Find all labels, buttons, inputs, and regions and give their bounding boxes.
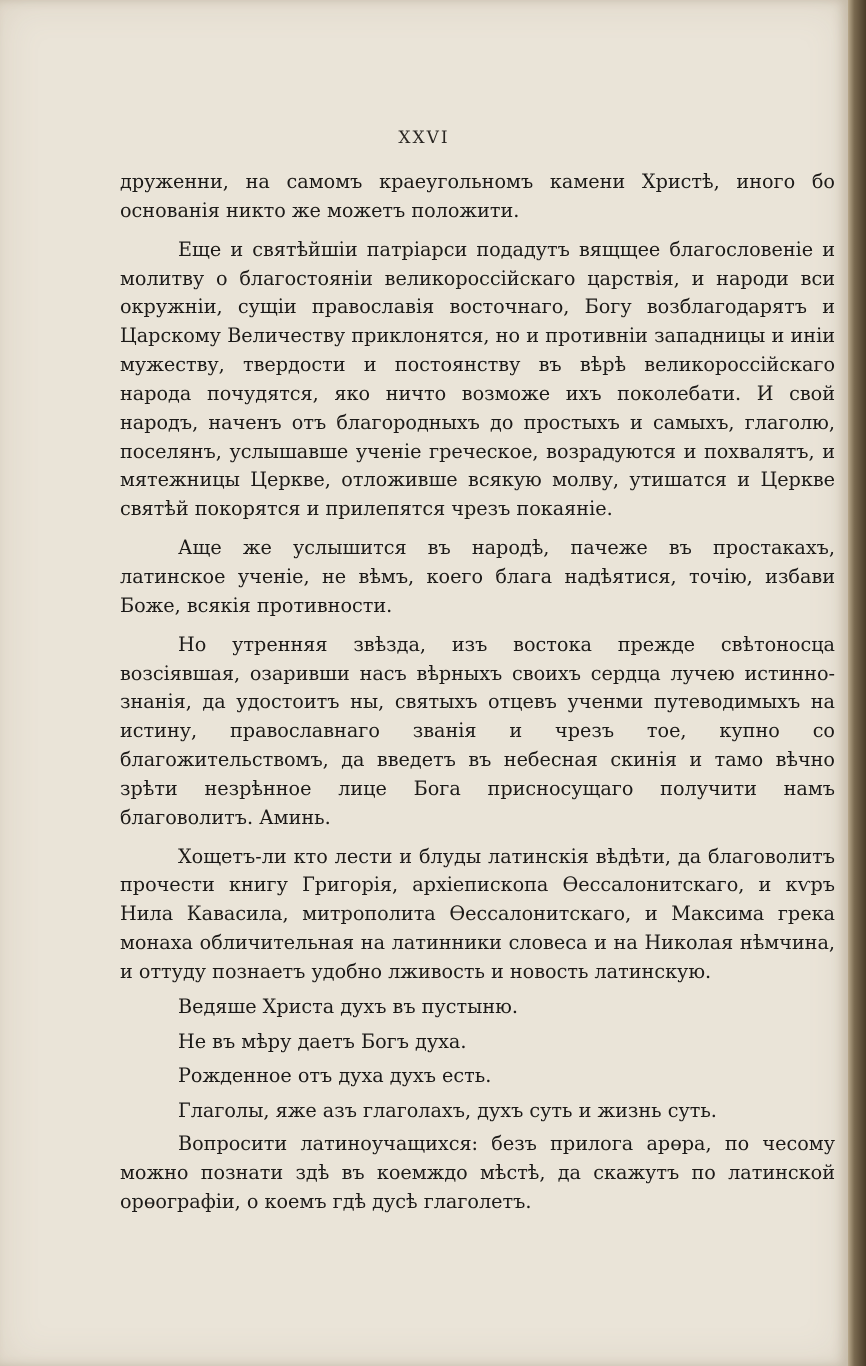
page-number: XXVI [398, 128, 450, 148]
paragraph-morning-star: Но утренняя звѣзда, изъ востока прежде свѣтоносца возсіявшая, озаривши насъ вѣрныхъ своихъ сердца лучею истинно-знанія, да удостоитъ ны, святыхъ отцевъ ученми путеводимыхъ на истину, православнаго званія и чрезъ тое, купно со благожительствомъ, да введетъ въ небесная скинія и тамо вѣчно зрѣти незрѣнное лице Бога присносущаго получити намъ благоволитъ. Аминь. [120, 632, 835, 829]
paragraph-blessing: Еще и святѣйшіи патріарси подадутъ вящщее благословеніе и молитву о благостояніи великороссійскаго царствія, и народи вси окружніи, сущіи православія восточнаго, Богу возблагодарятъ и Царскому Величеству приклонятся, но и противніи западницы и иніи мужеству, твердости и постоянству въ вѣрѣ великороссійскаго народа почудятся, яко ничто возможе ихъ поколебати. И свой народъ, наченъ отъ благородныхъ до простыхъ и самыхъ, глаголю, поселянъ, услышавше ученіе греческое, возрадуются и похвалятъ, и мятежницы Церкве, отложивше всякую молву, утишатся и Церкве святѣй покорятся и прилепятся чрезъ покаяніе. [120, 237, 835, 521]
quote-line: Рожденное отъ духа духъ есть. [178, 1064, 492, 1088]
book-spine-edge [848, 0, 866, 1366]
paragraph-continuation: друженни, на самомъ краеугольномъ камени Христѣ, иного бо основанія никто же можетъ положити. [120, 170, 835, 222]
paragraph-latin-teaching: Аще же услышится въ народѣ, пачеже въ простакахъ, латинское ученіе, не вѣмъ, коего блага надѣятися, точію, избави Боже, всякія противности. [120, 536, 835, 617]
quote-line: Ведяше Христа духъ въ пустыню. [178, 994, 518, 1018]
paragraph-question: Вопросити латиноучащихся: безъ прилога арөра, по чесому можно познати здѣ въ коемждо мѣстѣ, да скажутъ по латинской орөографіи, о коемъ гдѣ дусѣ глаголетъ. [120, 1132, 835, 1213]
paragraph-latin-errors: Хощетъ-ли кто лести и блуды латинскія вѣдѣти, да благоволитъ прочести книгу Григорія, архіепископа Өессалонитскаго, и кѵръ Нила Кавасила, митрополита Өессалонитскаго, и Максима грека монаха обличительная на латинники словеса и на Николая нѣмчина, и оттуду познаетъ удобно лживость и новость латинскую. [120, 844, 835, 983]
quote-line: Не въ мѣру даетъ Богъ духа. [178, 1029, 467, 1053]
quote-line: Глаголы, яже азъ глаголахъ, духъ суть и жизнь суть. [178, 1099, 717, 1123]
body-text [120, 168, 835, 1217]
